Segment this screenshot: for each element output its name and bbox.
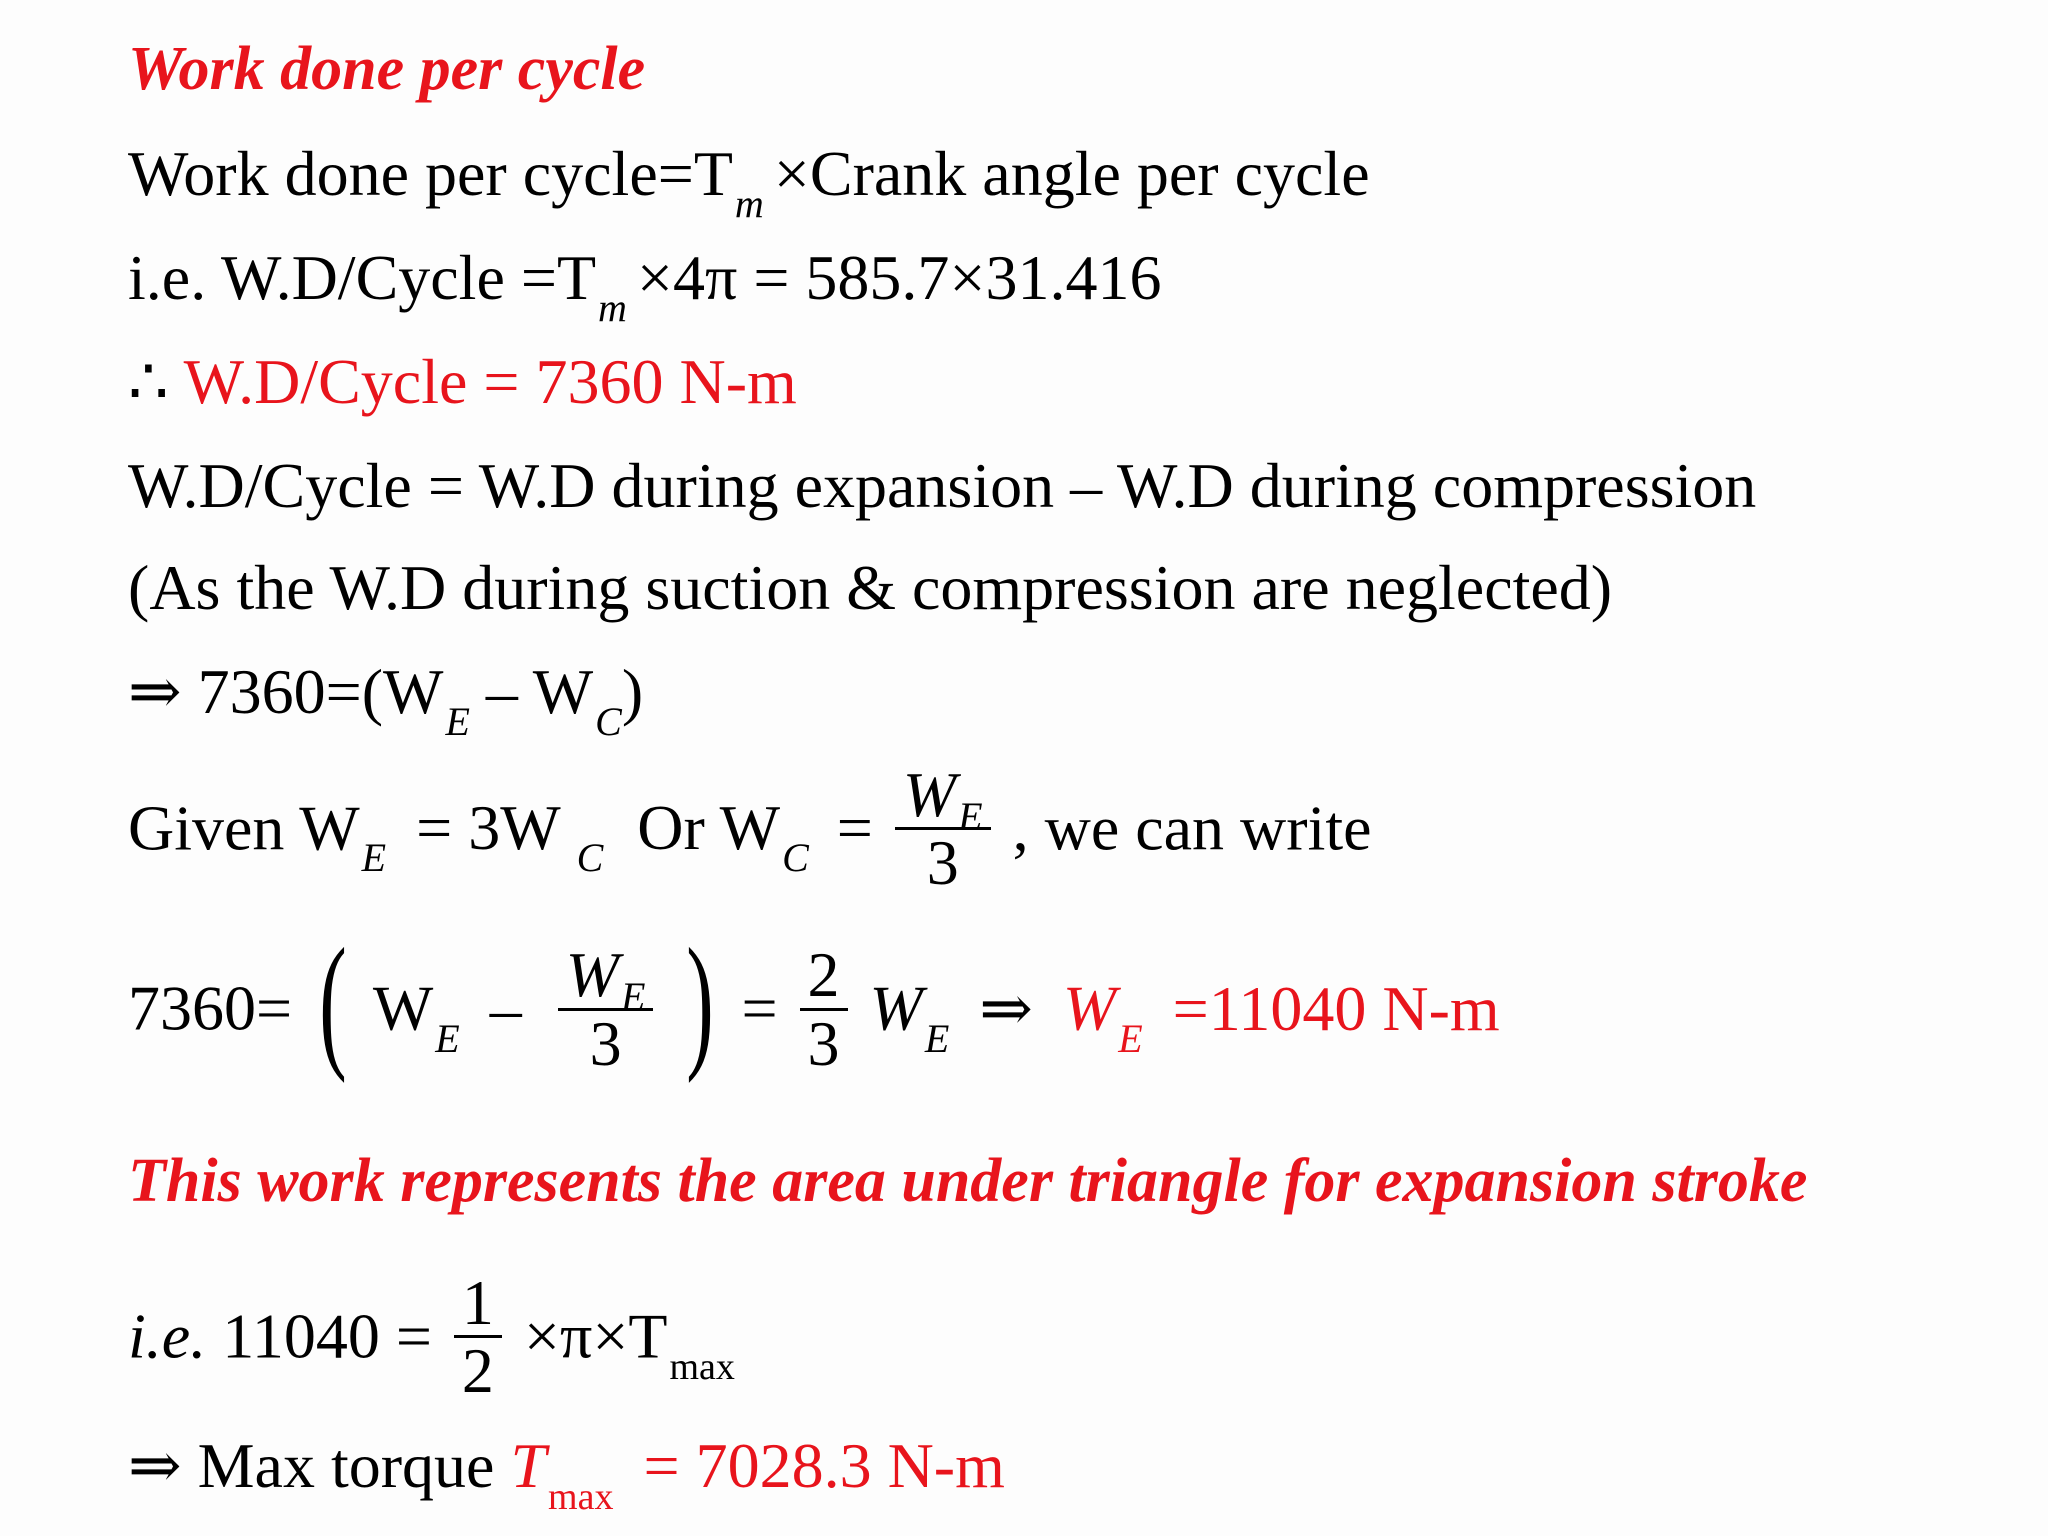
fraction-denominator: 3: [926, 827, 959, 899]
line-wd-relation: W.D/Cycle = W.D during expansion – W.D during compression: [128, 450, 1757, 521]
text: ×4π = 585.7×31.416: [636, 242, 1162, 313]
subscript: max: [669, 1346, 735, 1389]
fraction-numerator: 2: [800, 942, 848, 1010]
line-work-done-formula: [128, 138, 1370, 226]
subscript: E: [924, 1015, 950, 1061]
right-paren: ): [686, 918, 715, 1084]
line-given: [128, 759, 1372, 902]
fraction-1-over-2: [454, 1267, 502, 1407]
text: W: [565, 939, 620, 1011]
fraction-numerator: [558, 939, 654, 1020]
subscript: C: [595, 699, 622, 744]
subscript: E: [621, 974, 646, 1020]
text: W: [869, 972, 923, 1044]
fraction-we-over-3: [895, 759, 991, 899]
subscript: C: [576, 835, 604, 881]
subscript: m: [598, 285, 627, 330]
text: ×π×T: [523, 1300, 668, 1372]
therefore-symbol: ∴: [128, 346, 169, 417]
subscript: E: [435, 1015, 460, 1061]
result-tmax: T: [510, 1430, 547, 1501]
result-value: = 7028.3 N-m: [643, 1430, 1005, 1501]
line-wd-cycle-calc: [128, 242, 1162, 330]
text: Or W: [637, 792, 781, 864]
text: Work done per cycle=T: [128, 138, 733, 209]
text: W: [902, 759, 957, 830]
fraction-denominator: 2: [461, 1335, 494, 1407]
text: 7360=: [128, 972, 293, 1044]
text: , we can write: [1012, 792, 1372, 864]
text: ): [621, 656, 644, 727]
implies-arrow: ⇒: [979, 972, 1033, 1044]
subscript: E: [958, 794, 983, 839]
text: ⇒ 7360=(W: [128, 656, 444, 727]
left-paren: (: [319, 918, 347, 1084]
result-text: W.D/Cycle = 7360 N-m: [183, 346, 797, 417]
text: = 3W: [416, 792, 561, 864]
text: Given W: [128, 792, 360, 864]
fraction-we-over-3: [558, 939, 654, 1079]
fraction-numerator: 1: [454, 1270, 502, 1338]
text: W: [372, 972, 434, 1044]
text: ×Crank angle per cycle: [773, 138, 1370, 209]
subscript: max: [548, 1476, 614, 1518]
fraction-denominator: 3: [807, 1007, 840, 1079]
fraction-denominator: 3: [589, 1007, 622, 1079]
heading-area-note: This work represents the area under triangle for expansion stroke: [128, 1147, 1808, 1215]
line-max-torque: [128, 1430, 1005, 1518]
subscript: E: [361, 835, 387, 881]
heading-work-done: Work done per cycle: [128, 35, 646, 103]
subscript: E: [1118, 1015, 1143, 1061]
line-note: (As the W.D during suction & compression are neglected): [128, 552, 1613, 623]
fraction-numerator: [895, 759, 991, 839]
fraction-2-over-3: [800, 939, 848, 1079]
text: i.e.: [128, 1300, 207, 1372]
equals: =: [836, 792, 873, 864]
line-solve-we: [128, 918, 1500, 1090]
line-equation-wewc: [128, 656, 644, 744]
subscript: m: [734, 181, 764, 226]
text: i.e. W.D/Cycle =T: [128, 242, 597, 313]
subscript: E: [445, 699, 470, 744]
text: 11040 =: [222, 1300, 432, 1372]
text: – W: [469, 656, 594, 727]
line-wd-cycle-result: [128, 346, 797, 417]
line-area-equation: [128, 1267, 735, 1410]
equals: =: [741, 972, 778, 1044]
result-we: W: [1062, 972, 1117, 1044]
subscript: C: [782, 835, 809, 881]
minus: –: [489, 972, 522, 1044]
result-value: =11040 N-m: [1172, 972, 1500, 1044]
text: ⇒ Max torque: [128, 1430, 495, 1501]
